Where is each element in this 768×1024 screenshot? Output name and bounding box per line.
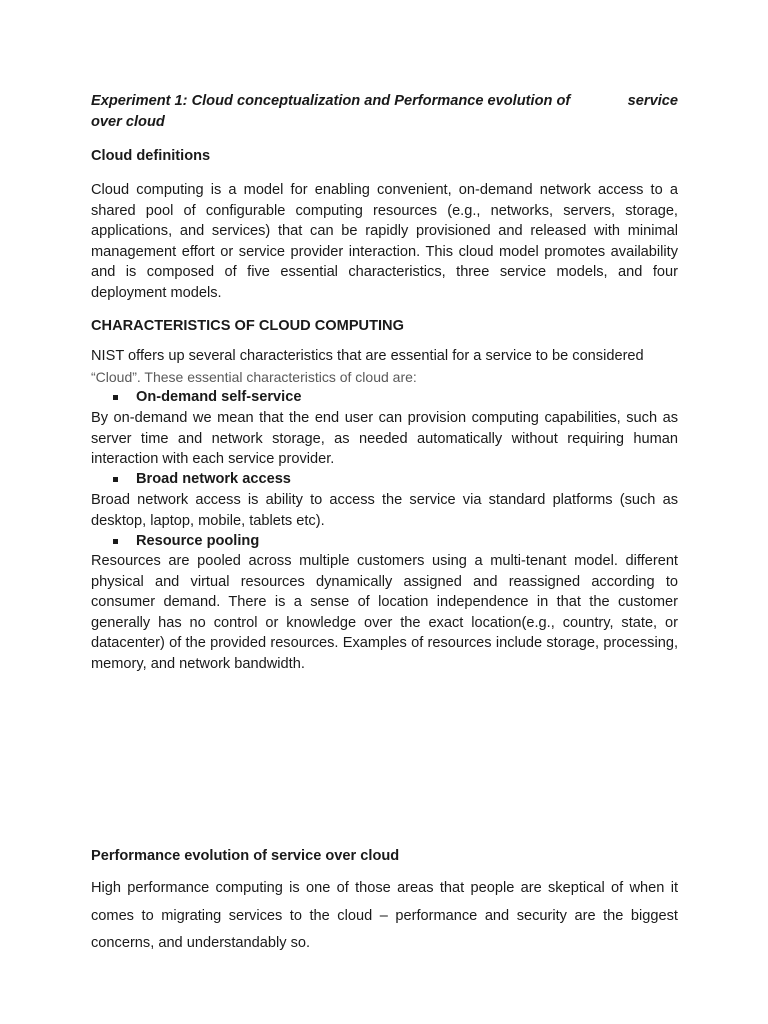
characteristic-description-resource-pooling: Resources are pooled across multiple customers using a multi-tenant model. different physical and virtual resources dynamically assigned and reassigned according to consumer demand. There is a sense of location independence in that the customer generally has no control or knowledge over the exact location(e.g., country, state, or datacenter) of the provided resources. Examples of resources include storage, processing, memory, and network bandwidth. [91, 553, 678, 672]
characteristic-bullet-on-demand [113, 387, 301, 407]
characteristic-name: Resource pooling [136, 533, 260, 549]
performance-paragraph: High performance computing is one of those areas that people are skeptical of when it comes to migrating services to the cloud – performance and security are the biggest concerns, and understandably so. [91, 880, 678, 951]
experiment-title [91, 91, 678, 133]
bullet-marker [113, 395, 118, 400]
title-line-2: over cloud [91, 114, 165, 130]
performance-heading: Performance evolution of service over cloud [91, 848, 400, 864]
title-part-2: service [627, 93, 678, 109]
title-part-1: Experiment 1: Cloud conceptualization and Performance evolution of [91, 93, 571, 109]
nist-intro-line-1: NIST offers up several characteristics that are essential for a service to be considered [91, 348, 644, 364]
nist-intro [91, 346, 678, 387]
characteristics-heading: CHARACTERISTICS OF CLOUD COMPUTING [91, 318, 404, 334]
characteristic-name: Broad network access [136, 471, 291, 487]
cloud-definitions-heading: Cloud definitions [91, 148, 211, 164]
characteristic-bullet-broad-network [113, 469, 291, 489]
cloud-definitions-paragraph: Cloud computing is a model for enabling convenient, on-demand network access to a shared pool of configurable computing resources (e.g., networks, servers, storage, applications, and services) that can be rapidly provisioned and released with minimal management effort or service provider interaction. This cloud model promotes availability and is composed of five essential characteristics, three service models, and four deployment models. [91, 182, 678, 301]
characteristic-name: On-demand self-service [136, 389, 302, 405]
characteristic-description-on-demand: By on-demand we mean that the end user can provision computing capabilities, such as server time and network storage, as needed automatically without requiring human interaction with each service provider. [91, 410, 678, 468]
bullet-marker [113, 539, 118, 544]
characteristic-bullet-resource-pooling [113, 531, 259, 551]
characteristic-description-broad-network: Broad network access is ability to access the service via standard platforms (such as desktop, laptop, mobile, tablets etc). [91, 492, 678, 529]
bullet-marker [113, 477, 118, 482]
nist-intro-line-2: “Cloud”. These essential characteristics of cloud are: [91, 368, 417, 385]
